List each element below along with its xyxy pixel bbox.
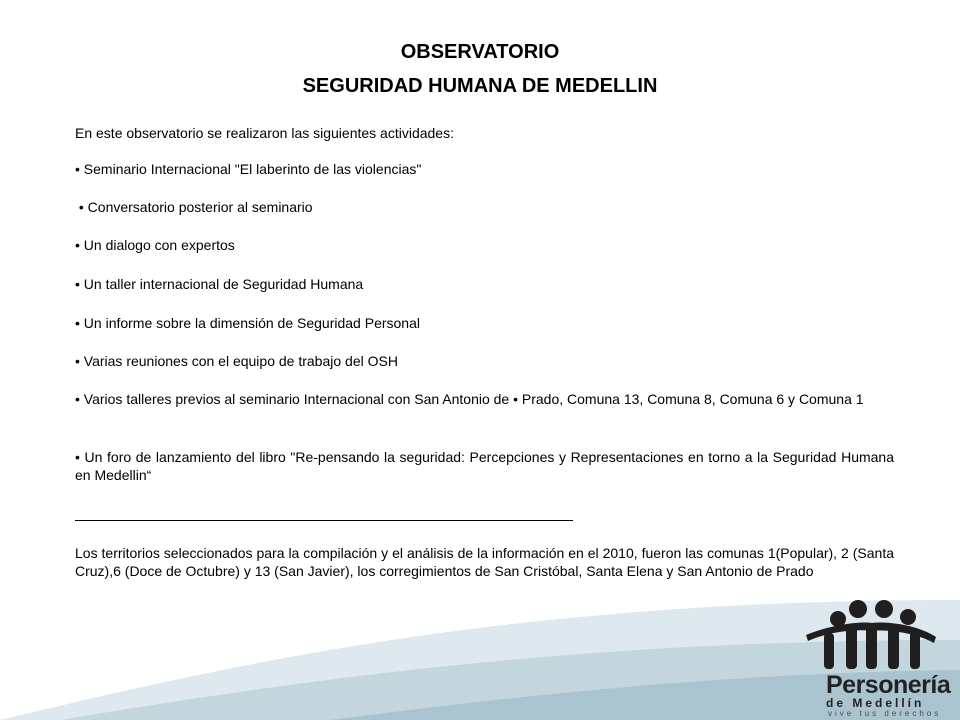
intro-text: En este observatorio se realizaron las siguientes actividades: bbox=[75, 125, 454, 141]
activity-item: • Conversatorio posterior al seminario bbox=[75, 199, 313, 215]
activity-item: • Varias reuniones con el equipo de trabajo del OSH bbox=[75, 353, 398, 369]
activity-item: • Un informe sobre la dimensión de Seguridad Personal bbox=[75, 315, 420, 331]
logo-tagline: vive tus derechos bbox=[828, 709, 942, 718]
logo-name: Personería bbox=[826, 671, 951, 699]
page-title-line-2: SEGURIDAD HUMANA DE MEDELLIN bbox=[302, 75, 658, 97]
activity-item: • Un foro de lanzamiento del libro "Re-pensando la seguridad: Percepciones y Representaciones en torno a la Seguridad Humana en Medellin“ bbox=[75, 449, 894, 483]
territories-text: Los territorios seleccionados para la compilación y el análisis de la información en el 2010, fueron las comunas 1(Popular), 2 (Santa Cruz),6 (Doce de Octubre) y 13 (San Javier), los corregimientos de San Cristóbal, Santa Elena y San Antonio de Prado bbox=[75, 545, 894, 579]
activity-item: • Seminario Internacional "El laberinto de las violencias" bbox=[75, 161, 422, 177]
page-title-line-1: OBSERVATORIO bbox=[400, 41, 560, 63]
divider-line bbox=[75, 520, 573, 521]
activity-item: • Varios talleres previos al seminario Internacional con San Antonio de • Prado, Comuna 13, Comuna 8, Comuna 6 y Comuna 1 bbox=[75, 391, 864, 407]
activity-item: • Un dialogo con expertos bbox=[75, 237, 235, 253]
activity-item: • Un taller internacional de Seguridad Humana bbox=[75, 276, 364, 292]
logo-subtitle: de Medellín bbox=[826, 696, 925, 710]
